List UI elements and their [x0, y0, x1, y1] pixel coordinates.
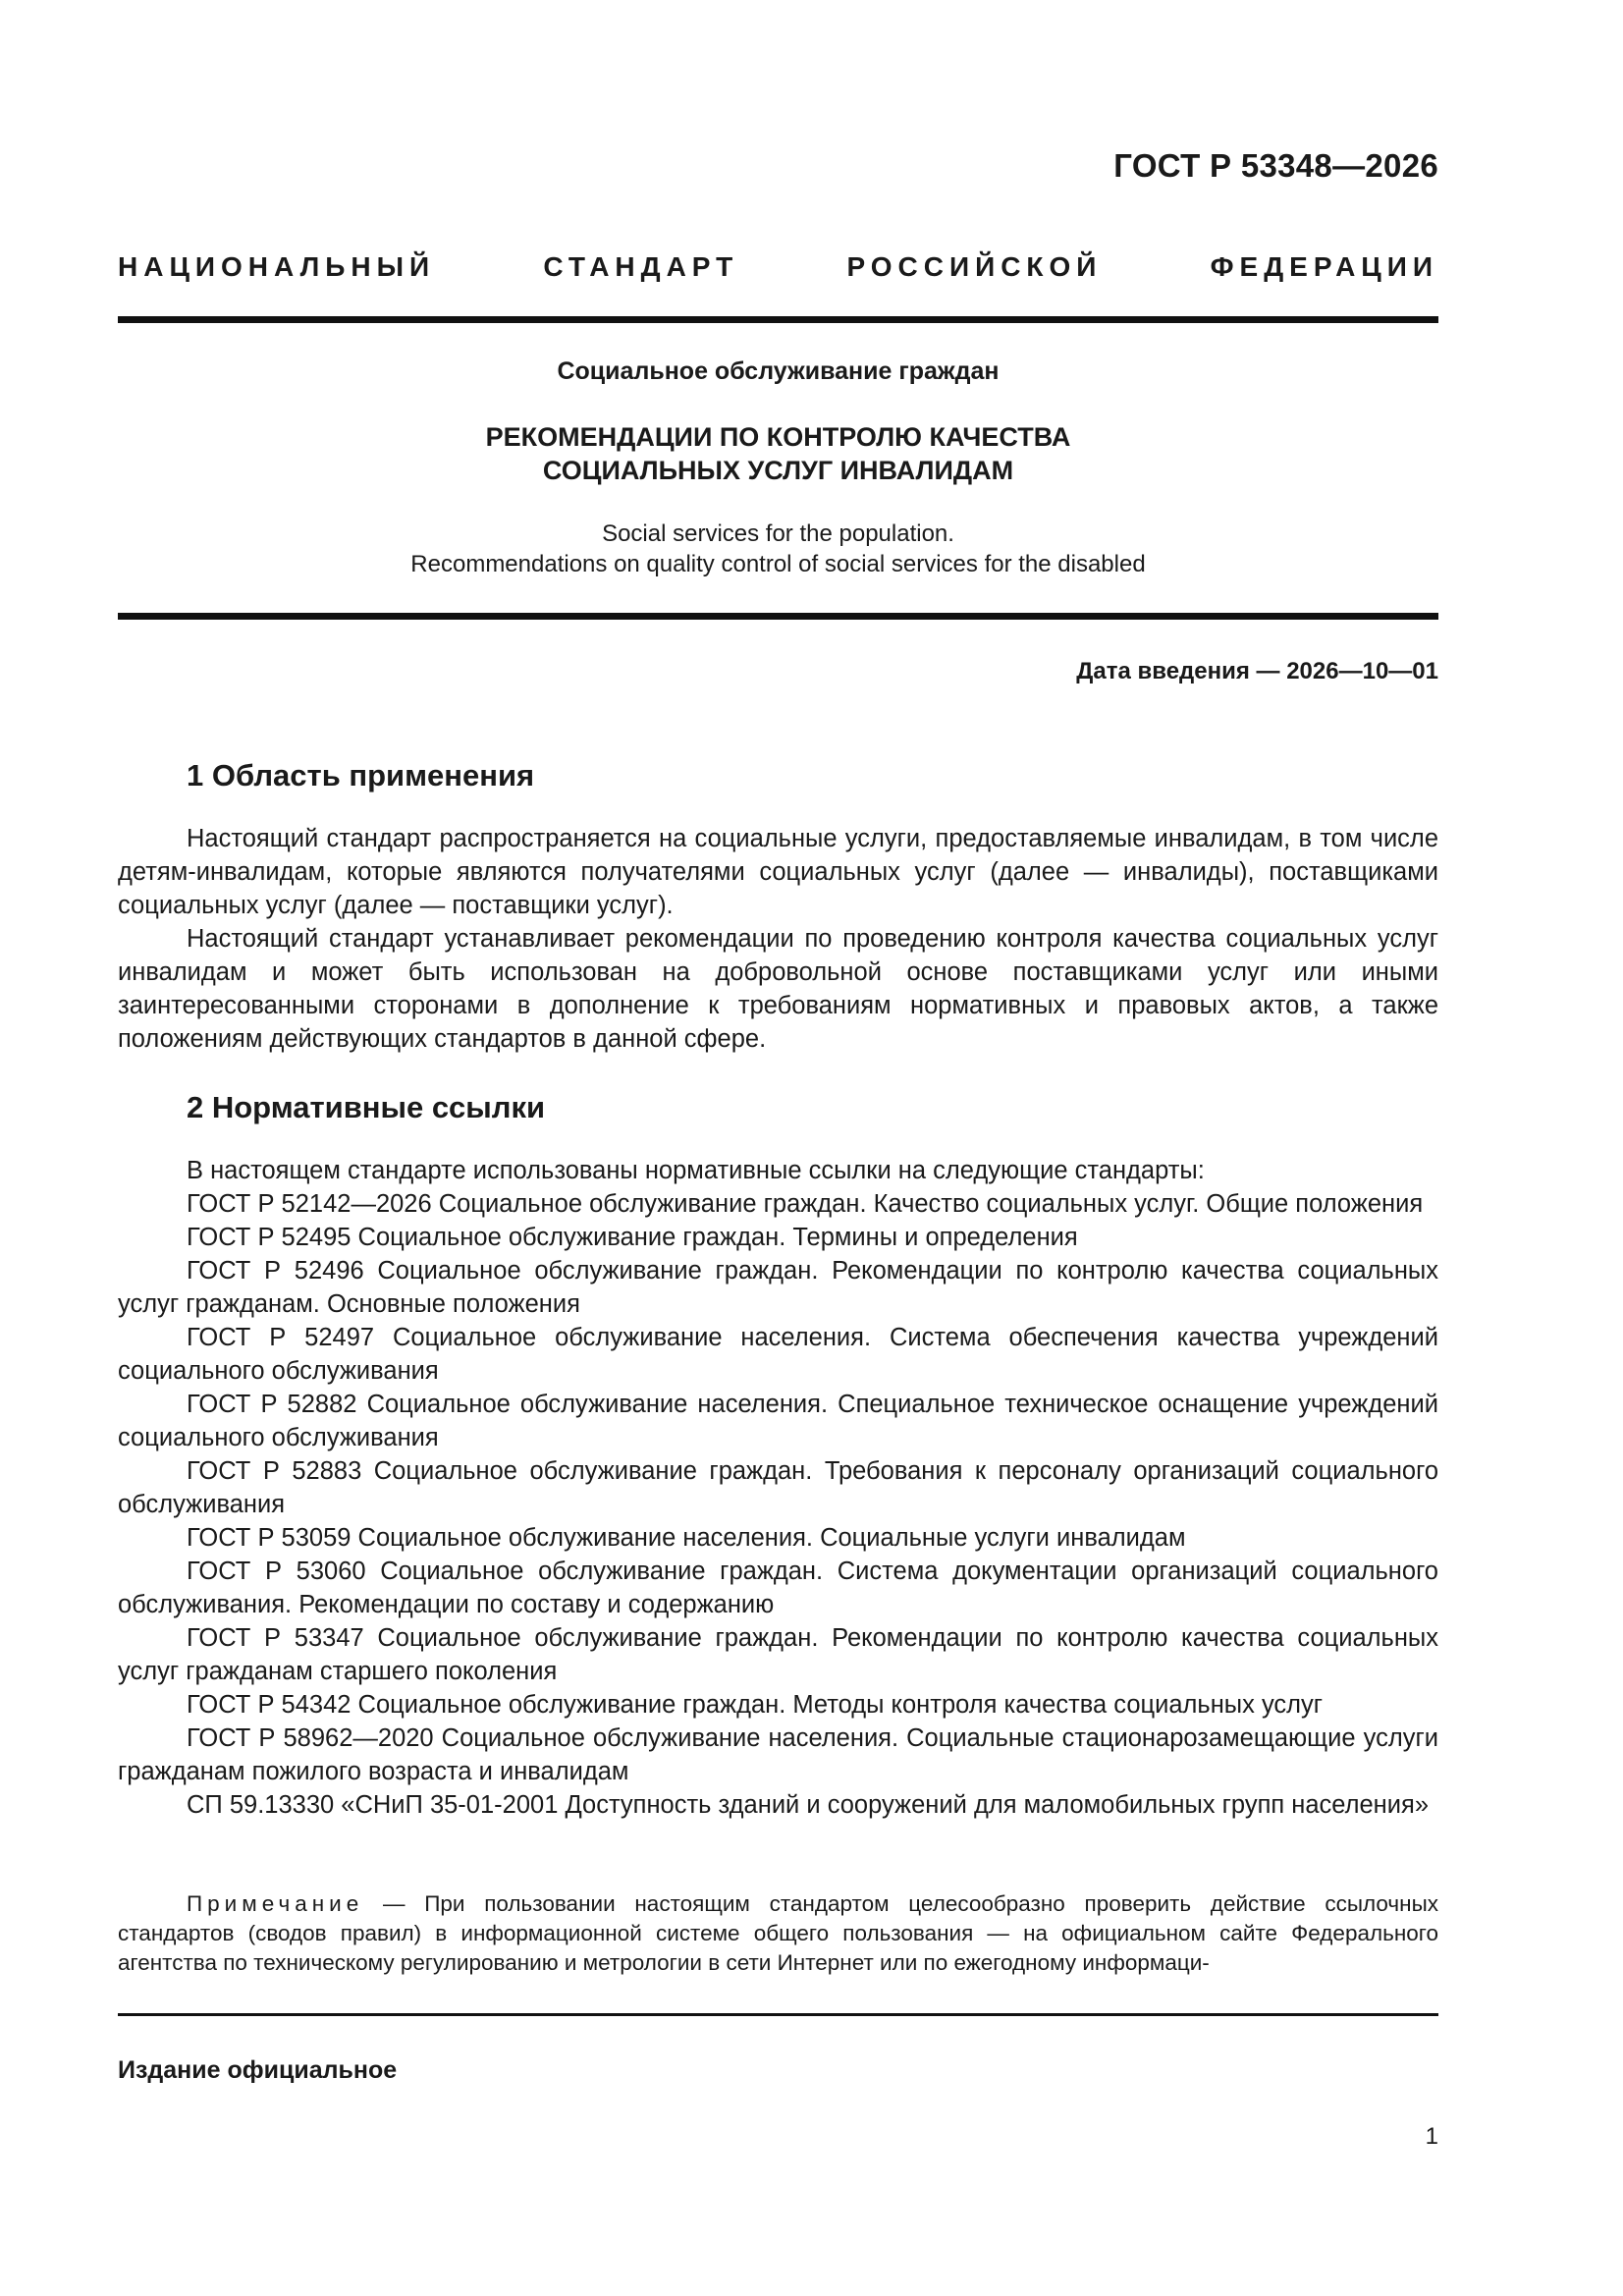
reference-item: ГОСТ Р 52497 Социальное обслуживание населения. Система обеспечения качества учреждений социального обслуживания — [118, 1324, 1438, 1385]
english-title-line-1: Social services for the population. — [602, 520, 954, 547]
title-rule — [118, 613, 1438, 620]
title-line-2: СОЦИАЛЬНЫХ УСЛУГ ИНВАЛИДАМ — [542, 456, 1014, 485]
english-title — [118, 519, 1438, 579]
note-label: Примечание — [187, 1891, 364, 1916]
standard-number: ГОСТ Р 53348—2026 — [1113, 147, 1438, 184]
section-2-intro: В настоящем стандарте использованы нормативные ссылки на следующие стандарты: — [187, 1157, 1205, 1184]
footer-rule — [118, 2013, 1438, 2016]
section-2-heading: 2 Нормативные ссылки — [187, 1090, 546, 1124]
section-1-paragraph: Настоящий стандарт устанавливает рекомендации по проведению контроля качества социальных услуг инвалидам и может быть использован на добровольной основе поставщиками услуг или иными заинтересованными сторонами в дополнение к требованиям нормативных и правовых актов, а также положениям действующих стандартов в данной сфере. — [118, 925, 1438, 1053]
section-1-body — [118, 822, 1438, 1056]
reference-item: ГОСТ Р 54342 Социальное обслуживание граждан. Методы контроля качества социальных услуг — [187, 1691, 1324, 1719]
official-edition-label: Издание официальное — [118, 2056, 398, 2084]
reference-item: ГОСТ Р 52883 Социальное обслуживание граждан. Требования к персоналу организаций социального обслуживания — [118, 1457, 1438, 1518]
reference-item: ГОСТ Р 52142—2026 Социальное обслуживание граждан. Качество социальных услуг. Общие положения — [187, 1190, 1424, 1218]
page-number: 1 — [1425, 2123, 1438, 2150]
section-1-paragraph: Настоящий стандарт распространяется на социальные услуги, предоставляемые инвалидам, в том числе детям-инвалидам, которые являются получателями социальных услуг (далее — инвалиды), поставщиками социальных услуг (далее — поставщики услуг). — [118, 825, 1438, 919]
reference-item: СП 59.13330 «СНиП 35-01-2001 Доступность зданий и сооружений для маломобильных групп населения» — [187, 1791, 1430, 1819]
reference-item: ГОСТ Р 52882 Социальное обслуживание населения. Специальное техническое оснащение учреждений социального обслуживания — [118, 1391, 1438, 1451]
english-title-line-2: Recommendations on quality control of social services for the disabled — [410, 551, 1146, 577]
reference-item: ГОСТ Р 53059 Социальное обслуживание населения. Социальные услуги инвалидам — [187, 1524, 1186, 1552]
note-text: — При пользовании настоящим стандартом целесообразно проверить действие ссылочных стандартов (сводов правил) в информационной системе общего пользования — на официальном сайте Федерального агентства по техническому регулированию и метрологии в сети Интернет или по ежегодному информаци- — [118, 1891, 1438, 1975]
reference-item: ГОСТ Р 53347 Социальное обслуживание граждан. Рекомендации по контролю качества социальных услуг гражданам старшего поколения — [118, 1624, 1438, 1685]
reference-item: ГОСТ Р 52495 Социальное обслуживание граждан. Термины и определения — [187, 1224, 1078, 1251]
introduction-date: Дата введения — 2026—10—01 — [1076, 658, 1438, 684]
header-rule — [118, 316, 1438, 323]
note-paragraph — [118, 1889, 1438, 1978]
standard-banner: НАЦИОНАЛЬНЫЙ СТАНДАРТ РОССИЙСКОЙ ФЕДЕРАЦИИ — [118, 251, 1438, 282]
standard-series: Социальное обслуживание граждан — [557, 357, 1000, 385]
title-line-1: РЕКОМЕНДАЦИИ ПО КОНТРОЛЮ КАЧЕСТВА — [485, 422, 1071, 452]
section-2-body — [118, 1154, 1438, 1822]
document-title — [118, 420, 1438, 487]
reference-item: ГОСТ Р 52496 Социальное обслуживание граждан. Рекомендации по контролю качества социальных услуг гражданам. Основные положения — [118, 1257, 1438, 1318]
reference-item: ГОСТ Р 53060 Социальное обслуживание граждан. Система документации организаций социального обслуживания. Рекомендации по составу и содержанию — [118, 1558, 1438, 1618]
reference-item: ГОСТ Р 58962—2020 Социальное обслуживание населения. Социальные стационарозамещающие услуги гражданам пожилого возраста и инвалидам — [118, 1724, 1438, 1785]
section-1-heading: 1 Область применения — [187, 758, 535, 793]
